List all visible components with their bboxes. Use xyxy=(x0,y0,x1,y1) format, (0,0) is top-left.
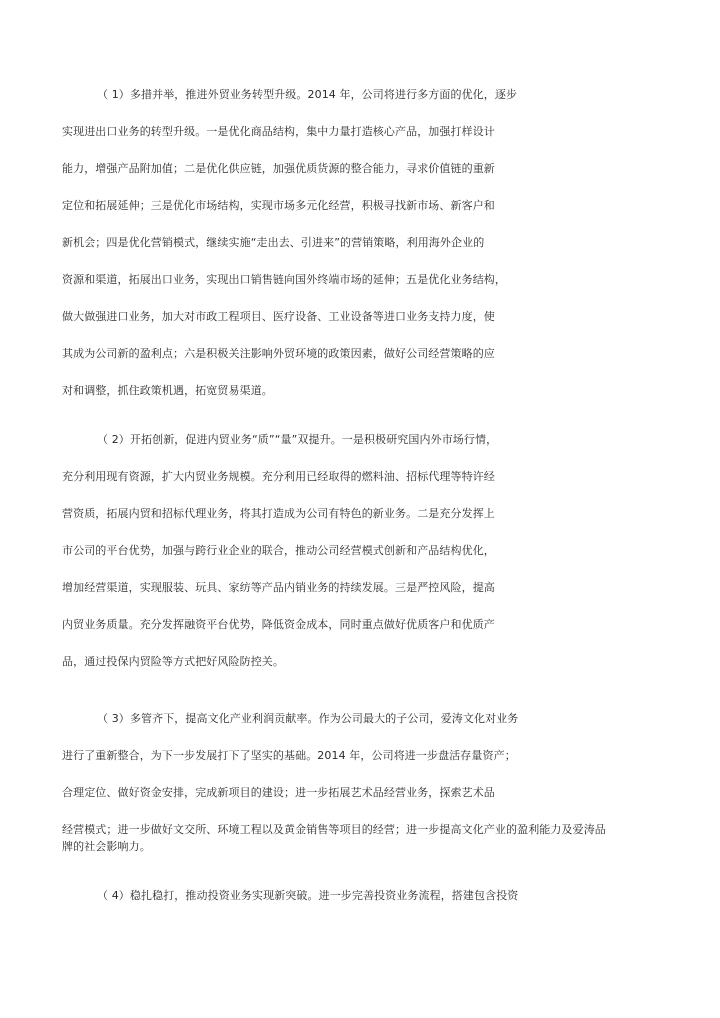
paragraph-1-line: 资源和渠道，拓展出口业务，实现出口销售链向国外终端市场的延伸；五是优化业务结构， xyxy=(62,273,506,286)
paragraph-2-line: 营资质，拓展内贸和招标代理业务，将其打造成为公司有特色的新业务。二是充分发挥上 xyxy=(62,507,495,520)
paragraph-4-line: （ 4）稳扎稳打，推动投资业务实现新突破。进一步完善投资业务流程，搭建包含投资 xyxy=(97,889,519,902)
paragraph-3-line: 进行了重新整合，为下一步发展打下了坚实的基础。2014 年，公司将进一步盘活存量资产； xyxy=(62,749,516,762)
paragraph-1-line: （ 1）多措并举，推进外贸业务转型升级。2014 年，公司将进行多方面的优化，逐步 xyxy=(97,88,518,101)
paragraph-3-line: 牌的社会影响力。 xyxy=(62,840,151,853)
paragraph-2-line: 市公司的平台优势，加强与跨行业企业的联合，推动公司经营模式创新和产品结构优化， xyxy=(62,544,495,557)
paragraph-1-line: 其成为公司新的盈利点；六是积极关注影响外贸环境的政策因素，做好公司经营策略的应 xyxy=(62,347,495,360)
paragraph-1-line: 定位和拓展延伸；三是优化市场结构，实现市场多元化经营，积极寻找新市场、新客户和 xyxy=(62,199,495,212)
paragraph-3-line: 经营模式；进一步做好文交所、环境工程以及黄金销售等项目的经营；进一步提高文化产业的盈利能力及爱涛品 xyxy=(62,823,606,836)
paragraph-3-line: 合理定位、做好资金安排，完成新项目的建设；进一步拓展艺术品经营业务，探索艺术品 xyxy=(62,786,495,799)
paragraph-2-line: 品，通过投保内贸险等方式把好风险防控关。 xyxy=(62,655,284,668)
paragraph-2-line: 内贸业务质量。充分发挥融资平台优势，降低资金成本，同时重点做好优质客户和优质产 xyxy=(62,618,495,631)
paragraph-1-line: 实现进出口业务的转型升级。一是优化商品结构，集中力量打造核心产品，加强打样设计 xyxy=(62,125,495,138)
paragraph-2-line: （ 2）开拓创新，促进内贸业务“质”“量”双提升。一是积极研究国内外市场行情， xyxy=(97,433,498,446)
paragraph-2-line: 充分利用现有资源，扩大内贸业务规模。充分利用已经取得的燃料油、招标代理等特许经 xyxy=(62,470,495,483)
paragraph-1-line: 对和调整，抓住政策机遇，拓宽贸易渠道。 xyxy=(62,384,273,397)
paragraph-1-line: 做大做强进口业务，加大对市政工程项目、医疗设备、工业设备等进口业务支持力度，使 xyxy=(62,310,495,323)
paragraph-3-line: （ 3）多管齐下，提高文化产业利润贡献率。作为公司最大的子公司，爱涛文化对业务 xyxy=(97,712,519,725)
paragraph-2-line: 增加经营渠道，实现服装、玩具、家纺等产品内销业务的持续发展。三是严控风险，提高 xyxy=(62,581,495,594)
paragraph-1-line: 新机会；四是优化营销模式，继续实施“走出去、引进来”的营销策略，利用海外企业的 xyxy=(62,236,485,249)
paragraph-1-line: 能力，增强产品附加值；二是优化供应链，加强优质货源的整合能力，寻求价值链的重新 xyxy=(62,162,495,175)
